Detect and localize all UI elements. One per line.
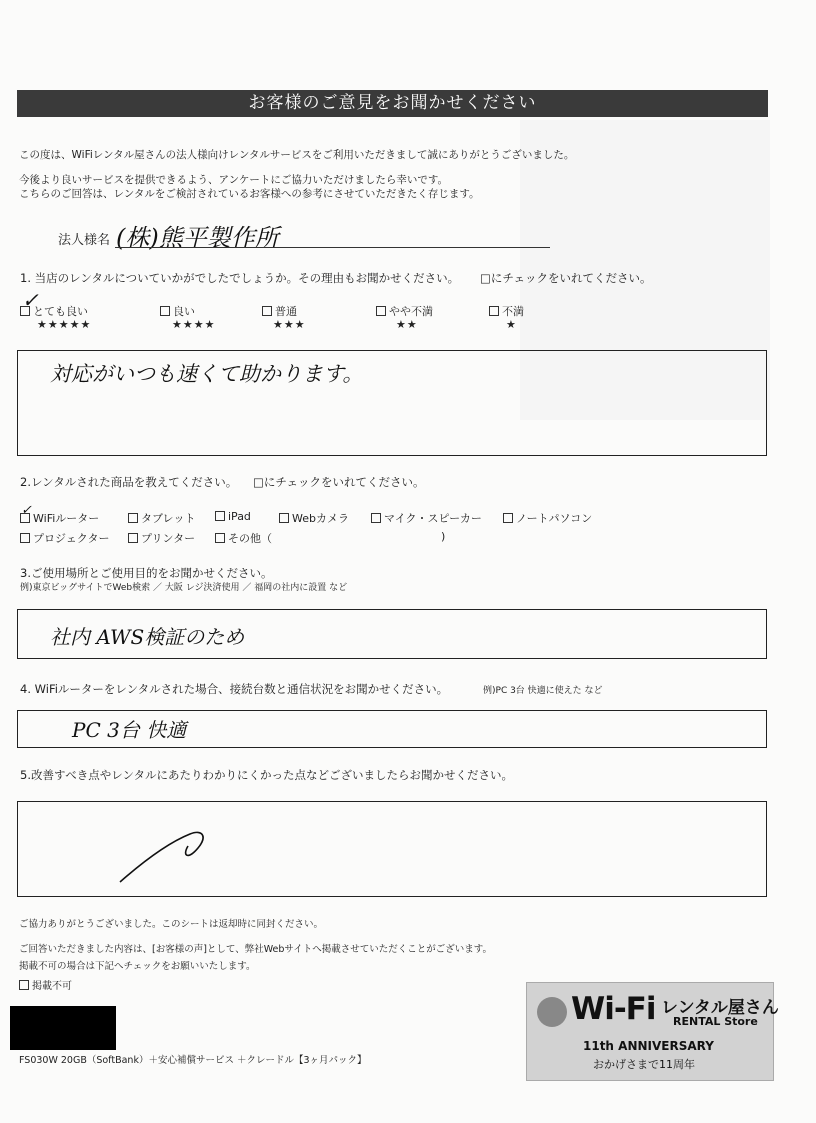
option-label: iPad	[228, 510, 251, 523]
footer-thanks: ご協力ありがとうございました。このシートは返却時に同封ください。	[19, 919, 324, 930]
logo-brand: Wi-Fi	[571, 991, 656, 1027]
stars-5: ★★★★★	[37, 318, 92, 331]
q2-option-other[interactable]	[215, 530, 272, 546]
option-label: とても良い	[33, 305, 88, 318]
option-label: やや不満	[389, 305, 433, 318]
logo-store: RENTAL Store	[673, 1015, 758, 1028]
footer-notice-1: ご回答いただきました内容は、[お客様の声]として、弊社Webサイトへ掲載させていただくことがございます。	[19, 944, 493, 955]
q1-question: 1. 当店のレンタルについていかがでしたでしょうか。その理由もお聞かせください。	[20, 271, 460, 285]
q3-example: 例)東京ビッグサイトでWeb検索 ／ 大阪 レジ決済使用 ／ 福岡の社内に設置 など	[20, 583, 348, 593]
logo-tagline: おかげさまで11周年	[593, 1058, 695, 1071]
optout-checkbox[interactable]	[19, 977, 72, 992]
footer-notice-2: 掲載不可の場合は下記へチェックをお願いいたします。	[19, 961, 256, 972]
q2-instruction: □にチェックをいれてください。	[253, 475, 425, 489]
company-label: 法人様名	[58, 233, 111, 248]
q1-option-dissatisfied[interactable]	[489, 303, 524, 319]
q2-question: 2.レンタルされた商品を教えてください。	[20, 475, 238, 489]
option-label: その他（	[228, 532, 272, 545]
q1-instruction: □にチェックをいれてください。	[480, 271, 652, 285]
checkbox-icon[interactable]	[215, 533, 225, 543]
intro-line-3: こちらのご回答は、レンタルをご検討されているお客様への参考にさせていただきたく存じます。	[19, 188, 480, 200]
option-label: 良い	[173, 305, 195, 318]
q2-option-printer[interactable]	[128, 530, 195, 546]
q2-option-projector[interactable]	[20, 530, 110, 546]
q4-answer-text: PC 3台 快適	[72, 718, 187, 742]
q5-question: 5.改善すべき点やレンタルにあたりわかりにくかった点などございましたらお聞かせください。	[20, 768, 513, 782]
q4-example: 例)PC 3台 快適に使えた など	[483, 686, 603, 696]
option-label: タブレット	[141, 512, 196, 525]
q1-option-average[interactable]	[262, 303, 297, 319]
redacted-block	[10, 1006, 116, 1050]
checkbox-icon[interactable]	[262, 306, 272, 316]
checkbox-icon[interactable]	[19, 980, 29, 990]
checkbox-icon[interactable]	[371, 513, 381, 523]
option-label: プロジェクター	[33, 532, 110, 545]
q2-other-close-paren: )	[441, 530, 446, 543]
product-line: FS030W 20GB（SoftBank）＋安心補償サービス ＋クレードル【3ヶ月パック】	[19, 1055, 367, 1066]
q3-answer-text: 社内 AWS検証のため	[50, 625, 245, 649]
checkbox-icon[interactable]	[128, 533, 138, 543]
stars-3: ★★★	[273, 318, 306, 331]
option-label: ノートパソコン	[516, 512, 593, 525]
q2-option-ipad[interactable]	[215, 510, 251, 523]
crown-mascot-icon	[537, 997, 567, 1027]
intro-line-2: 今後より良いサービスを提供できるよう、アンケートにご協力いただけましたら幸いです。	[19, 174, 449, 186]
option-label: マイク・スピーカー	[384, 512, 482, 525]
intro-line-1: この度は、WiFiレンタル屋さんの法人様向けレンタルサービスをご利用いただきまして誠にありがとうございました。	[19, 149, 575, 161]
q2-option-tablet[interactable]	[128, 510, 195, 526]
option-label: Webカメラ	[292, 512, 349, 525]
stars-1: ★	[506, 318, 517, 331]
option-label: 不満	[502, 305, 524, 318]
q1-option-somewhat-dissatisfied[interactable]	[376, 303, 433, 319]
checkbox-icon[interactable]	[128, 513, 138, 523]
stars-2: ★★	[396, 318, 418, 331]
q3-question: 3.ご使用場所とご使用目的をお聞かせください。	[20, 566, 273, 580]
q2-option-mic-speaker[interactable]	[371, 510, 482, 526]
stars-4: ★★★★	[172, 318, 216, 331]
option-label: 普通	[275, 305, 297, 318]
check-mark-icon: ✓	[22, 288, 39, 312]
brand-logo	[526, 982, 779, 1081]
q1-option-good[interactable]	[160, 303, 195, 319]
check-mark-icon: ✓	[21, 503, 32, 518]
q4-question: 4. WiFiルーターをレンタルされた場合、接続台数と通信状況をお聞かせください。	[20, 682, 449, 696]
company-name-input[interactable]: (株)熊平製作所	[116, 224, 279, 252]
option-label: プリンター	[141, 532, 196, 545]
checkbox-icon[interactable]	[376, 306, 386, 316]
checkbox-icon[interactable]	[279, 513, 289, 523]
checkbox-icon[interactable]	[160, 306, 170, 316]
logo-anniversary: 11th ANNIVERSARY	[583, 1039, 714, 1053]
option-label: WiFiルーター	[33, 512, 100, 525]
checkbox-icon[interactable]	[489, 306, 499, 316]
survey-title: お客様のご意見をお聞かせください	[17, 90, 768, 117]
checkbox-icon[interactable]	[503, 513, 513, 523]
company-underline	[115, 247, 550, 248]
optout-label: 掲載不可	[32, 981, 72, 992]
checkbox-icon[interactable]	[215, 511, 225, 521]
q1-answer-text: 対応がいつも速くて助かります。	[50, 362, 364, 386]
checkbox-icon[interactable]	[20, 533, 30, 543]
logo-name: レンタル屋さん	[661, 998, 779, 1018]
q5-scribble-stroke	[90, 820, 230, 890]
q2-option-webcam[interactable]	[279, 510, 349, 526]
q2-option-laptop[interactable]	[503, 510, 592, 526]
